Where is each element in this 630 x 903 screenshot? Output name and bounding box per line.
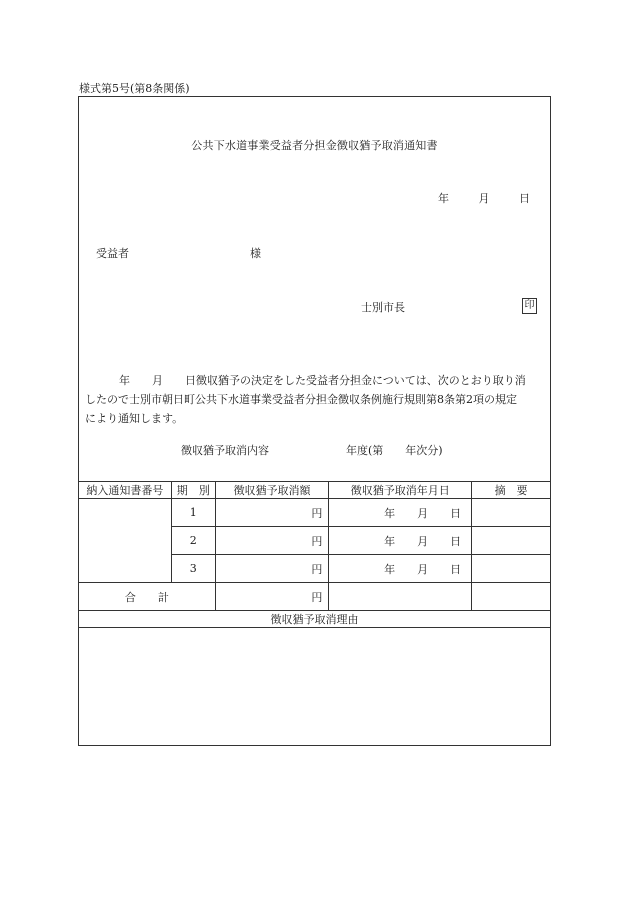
date-year-label: 年	[438, 192, 449, 205]
reason-body-row	[79, 628, 551, 746]
notice-form	[78, 96, 551, 746]
remarks-cell	[472, 555, 551, 583]
total-date-cell	[329, 583, 472, 611]
recipient-label: 受益者	[96, 247, 129, 260]
header-term: 期 別	[171, 482, 215, 499]
date-day-label: 日	[519, 192, 530, 205]
date-cell: 年 月 日	[329, 499, 472, 527]
body-line1: 日徴収猶予の決定をした受益者分担金については、次のとおり取り消	[185, 374, 526, 387]
remarks-cell	[472, 499, 551, 527]
amount-cell: 円	[215, 555, 329, 583]
subtitle-label: 徴収猶予取消内容	[181, 444, 269, 457]
fiscal-year-prefix: 年度(第	[346, 444, 384, 457]
header-remarks: 摘 要	[472, 482, 551, 499]
header-date: 徴収猶予取消年月日	[329, 482, 472, 499]
total-label: 合 計	[79, 583, 216, 611]
seal-box: 印	[522, 298, 537, 314]
cancellation-table	[78, 481, 551, 746]
term-cell: 3	[171, 555, 215, 583]
remarks-cell	[472, 527, 551, 555]
document-title: 公共下水道事業受益者分担金徴収猶予取消通知書	[191, 139, 438, 152]
issue-date	[438, 190, 530, 206]
reason-body-cell	[79, 628, 551, 746]
header-amount: 徴収猶予取消額	[215, 482, 329, 499]
fiscal-year-suffix: 年次分)	[405, 444, 443, 457]
term-cell: 2	[171, 527, 215, 555]
date-cell: 年 月 日	[329, 555, 472, 583]
body-line2: したので士別市朝日町公共下水道事業受益者分担金徴収条例施行規則第8条第2項の規定	[85, 393, 517, 406]
notice-body	[85, 371, 544, 428]
table-row	[79, 499, 551, 527]
total-remarks-cell	[472, 583, 551, 611]
body-month: 月	[152, 374, 163, 387]
body-line3: により通知します。	[85, 412, 184, 425]
date-month-label: 月	[478, 192, 490, 205]
notice-number-cell	[79, 499, 172, 583]
recipient-honorific: 様	[250, 247, 261, 260]
cancellation-subtitle	[181, 442, 443, 458]
term-cell: 1	[171, 499, 215, 527]
amount-cell: 円	[215, 527, 329, 555]
amount-cell: 円	[215, 499, 329, 527]
total-amount-cell: 円	[215, 583, 329, 611]
total-row	[79, 583, 551, 611]
header-notice-number: 納入通知書番号	[79, 482, 172, 499]
form-number-label: 様式第5号(第8条関係)	[79, 82, 190, 95]
reason-header: 徴収猶予取消理由	[79, 611, 551, 628]
body-year: 年	[119, 374, 130, 387]
reason-header-row	[79, 611, 551, 628]
issuer-name: 士別市長	[361, 301, 405, 314]
table-header-row	[79, 482, 551, 499]
date-cell: 年 月 日	[329, 527, 472, 555]
